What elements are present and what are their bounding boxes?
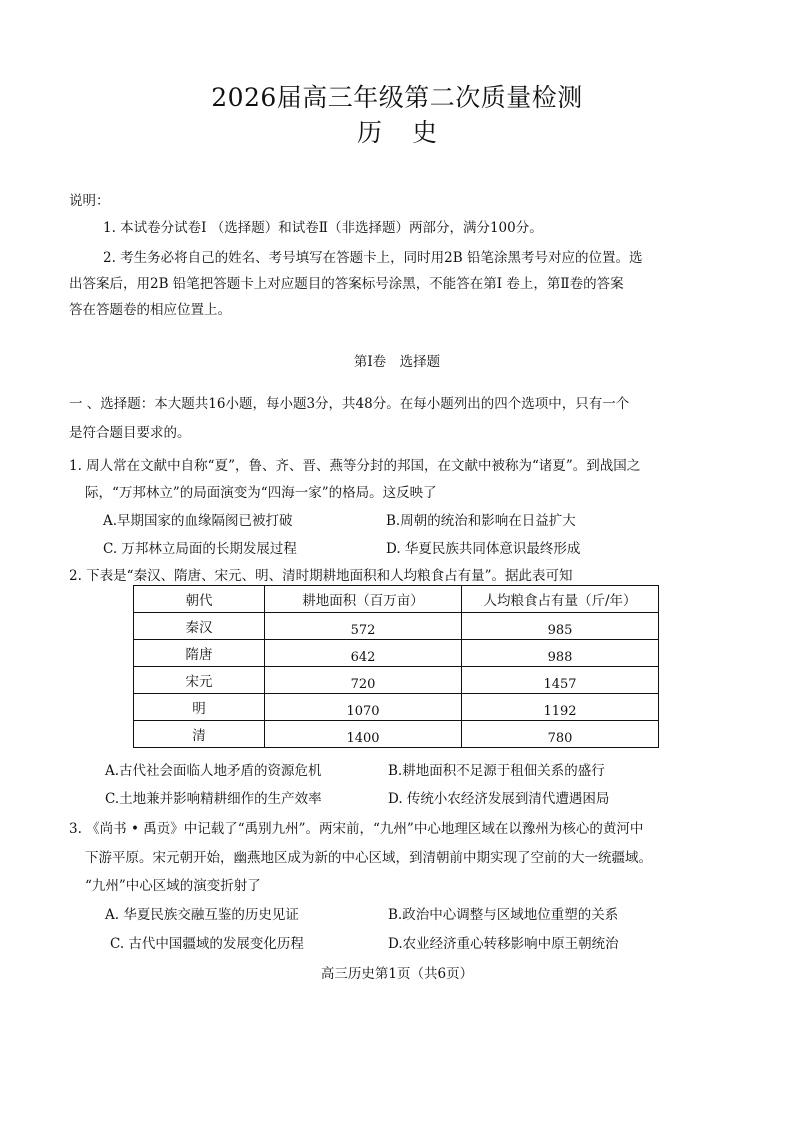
table-cell-grain: 988	[462, 640, 659, 667]
q1-stem-line-2: 际，“万邦林立”的局面演变为“四海一家”的格局。这反映了	[85, 485, 437, 501]
q3-stem-line-1: 3. 《尚书 • 禹贡》中记载了“禹别九州”。两宋前，“九州”中心地理区域在以豫州为核心的黄河中	[69, 821, 644, 837]
table-header-dynasty: 朝代	[134, 586, 265, 613]
q1-option-a: A.早期国家的血缘隔阂已被打破	[103, 513, 293, 529]
q2-option-a: A.古代社会面临人地矛盾的资源危机	[105, 763, 322, 779]
table-cell-grain: 985	[462, 613, 659, 640]
section-intro-line-1: 一 、选择题：本大题共16小题，每小题3分，共48分。在每小题列出的四个选项中，只有一个	[69, 396, 630, 412]
table-cell-grain: 1457	[462, 667, 659, 694]
table-cell-grain: 780	[462, 721, 659, 748]
instruction-item-2-line-2: 出答案后，用2B 铅笔把答题卡上对应题目的答案标号涂黑，不能答在第I 卷上，第Ⅱ卷的答案	[69, 276, 624, 292]
q3-option-c: C. 古代中国疆域的发展变化历程	[110, 936, 304, 952]
q3-option-a: A. 华夏民族交融互鉴的历史见证	[105, 907, 299, 923]
section-title: 第Ⅰ卷 选择题	[353, 354, 441, 370]
q2-option-b: B.耕地面积不足源于租佃关系的盛行	[388, 763, 605, 779]
instructions-label: 说明：	[69, 193, 110, 209]
q2-stem: 2. 下表是“秦汉、隋唐、宋元、明、清时期耕地面积和人均粮食占有量”。据此表可知	[69, 568, 573, 584]
table-row	[134, 613, 659, 640]
table-cell-farmland: 572	[265, 613, 462, 640]
table-row	[134, 667, 659, 694]
table-cell-dynasty: 宋元	[134, 667, 265, 694]
table-cell-dynasty: 隋唐	[134, 640, 265, 667]
table-row	[134, 721, 659, 748]
table-cell-dynasty: 明	[134, 694, 265, 721]
section-intro-line-2: 是符合题目要求的。	[69, 425, 191, 441]
q3-stem-line-2: 下游平原。宋元朝开始，幽燕地区成为新的中心区域，到清朝前中期实现了空前的大一统疆域。	[85, 850, 652, 866]
q2-option-c: C.土地兼并影响精耕细作的生产效率	[105, 791, 322, 807]
table-header-grain: 人均粮食占有量（斤/年）	[462, 586, 659, 613]
table-row	[134, 694, 659, 721]
table-cell-dynasty: 秦汉	[134, 613, 265, 640]
exam-title: 2026届高三年级第二次质量检测	[211, 83, 583, 112]
q3-option-d: D.农业经济重心转移影响中原王朝统治	[388, 936, 619, 952]
table-row	[134, 640, 659, 667]
table-cell-farmland: 720	[265, 667, 462, 694]
q1-option-c: C. 万邦林立局面的长期发展过程	[103, 541, 297, 557]
table-cell-farmland: 1400	[265, 721, 462, 748]
table-cell-farmland: 642	[265, 640, 462, 667]
instruction-item-1: 1. 本试卷分试卷I （选择题）和试卷Ⅱ（非选择题）两部分，满分100分。	[103, 220, 543, 236]
q3-stem-line-3: “九州”中心区域的演变折射了	[85, 878, 261, 894]
q3-option-b: B.政治中心调整与区域地位重塑的关系	[388, 907, 619, 923]
q1-stem-line-1: 1. 周人常在文献中自称“夏”，鲁、齐、晋、燕等分封的邦国，在文献中被称为“诸夏”。到战国之	[69, 458, 641, 474]
instruction-item-2-line-3: 答在答题卷的相应位置上。	[69, 302, 231, 318]
instruction-item-2-line-1: 2. 考生务必将自己的姓名、考号填写在答题卡上，同时用2B 铅笔涂黑考号对应的位置。选	[103, 250, 643, 266]
page-footer: 高三历史第1页（共6页）	[320, 966, 474, 982]
table-header-farmland: 耕地面积（百万亩）	[265, 586, 462, 613]
q2-option-d: D. 传统小农经济发展到清代遭遇困局	[388, 791, 610, 807]
table-cell-dynasty: 清	[134, 721, 265, 748]
q1-option-b: B.周朝的统治和影响在日益扩大	[386, 513, 576, 529]
table-header-row	[134, 586, 659, 613]
exam-subject: 历史	[356, 118, 467, 147]
table-cell-grain: 1192	[462, 694, 659, 721]
q1-option-d: D. 华夏民族共同体意识最终形成	[386, 541, 581, 557]
table-cell-farmland: 1070	[265, 694, 462, 721]
data-table	[133, 585, 659, 748]
